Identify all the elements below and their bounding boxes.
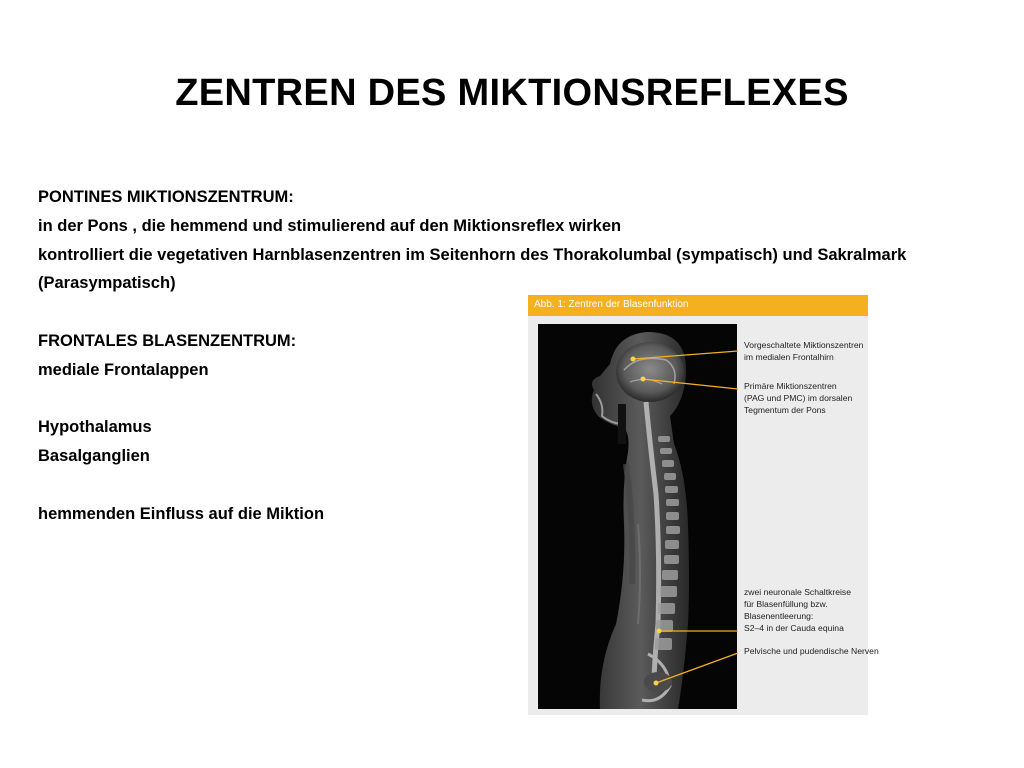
- text-line: Hypothalamus: [38, 418, 152, 437]
- annotation-line: für Blasenfüllung bzw.: [744, 599, 828, 609]
- annotation-line: (PAG und PMC) im dorsalen: [744, 393, 853, 403]
- text-line: hemmenden Einfluss auf die Miktion: [38, 504, 325, 523]
- annotation-nerves: [744, 645, 879, 657]
- text-line: kontrolliert die vegetativen Harnblasenzentren im Seitenhorn des Thorakolumbal (sympatisch) und Sakralmark: [38, 245, 907, 264]
- mri-figure: [528, 295, 879, 715]
- annotation-line: im medialen Frontalhirn: [744, 352, 834, 362]
- annotation-frontal-center: [744, 339, 863, 363]
- text-line: mediale Frontalappen: [38, 360, 209, 379]
- text-line: in der Pons , die hemmend und stimulierend auf den Miktionsreflex wirken: [38, 216, 622, 235]
- annotation-pontine-center: [744, 380, 852, 416]
- annotation-neural-circuits: [744, 586, 851, 634]
- annotation-line: S2–4 in der Cauda equina: [744, 623, 844, 633]
- heading-frontal-center: FRONTALES BLASENZENTRUM:: [38, 331, 297, 350]
- annotation-line: Pelvische und pudendische Nerven: [744, 646, 879, 656]
- heading-pontine-center: PONTINES MIKTIONSZENTRUM:: [38, 188, 294, 206]
- text-line: Basalganglien: [38, 447, 150, 466]
- text-line: (Parasympatisch): [38, 274, 176, 293]
- annotation-line: Blasenentleerung:: [744, 611, 814, 621]
- annotation-line: zwei neuronale Schaltkreise: [744, 587, 852, 597]
- annotation-line: Vorgeschaltete Miktionszentren: [744, 340, 864, 350]
- figure-caption: Abb. 1: Zentren der Blasenfunktion: [534, 299, 689, 310]
- annotation-line: Primäre Miktionszentren: [744, 381, 837, 391]
- annotation-line: Tegmentum der Pons: [744, 405, 826, 415]
- slide-title: ZENTREN DES MIKTIONSREFLEXES: [175, 72, 849, 114]
